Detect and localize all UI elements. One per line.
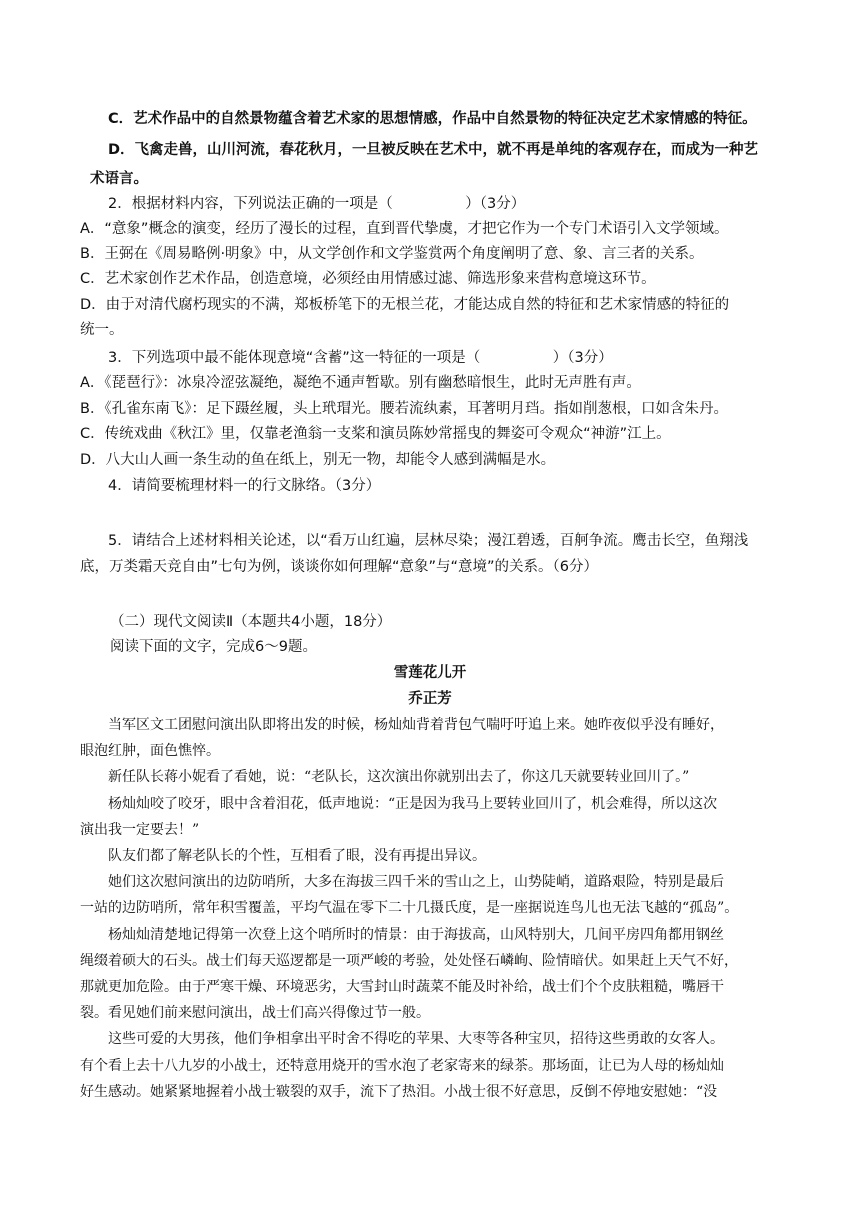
q3-option-d: D．八大山人画一条生动的鱼在纸上，别无一物，却能令人感到满幅是水。	[80, 452, 556, 468]
q2-option-d-line2: 统一。	[80, 322, 124, 338]
q1-option-c: C．艺术作品中的自然景物蕴含着艺术家的思想情感，作品中自然景物的特征决定艺术家情感的特征。	[108, 111, 757, 127]
article-line: 这些可爱的大男孩，他们争相拿出平时舍不得吃的苹果、大枣等各种宝贝，招待这些勇敢的女客人。	[108, 1031, 724, 1048]
article-line: 一站的边防哨所，常年积雪覆盖，平均气温在零下二十几摄氏度，是一座据说连鸟儿也无法飞越的“孤岛”。	[80, 900, 739, 917]
section-heading: （二）现代文阅读Ⅱ（本题共4小题，18分）	[110, 614, 392, 630]
q1-option-d-line2: 术语言。	[90, 171, 148, 187]
q5-line1: 5．请结合上述材料相关论述，以“看万山红遍，层林尽染；漫江碧透，百舸争流。鹰击长空，鱼翔浅	[108, 533, 749, 549]
article-line: 演出我一定要去！”	[80, 821, 200, 838]
article-line: 绳缀着硕大的石头。战士们每天巡逻都是一项严峻的考验，处处怪石嶙峋、险情暗伏。如果赶上天气不好，	[80, 952, 738, 969]
article-line: 队友们都了解老队长的个性，互相看了眼，没有再提出异议。	[108, 848, 486, 864]
q2-option-c: C．艺术家创作艺术作品，创造意境，必须经由用情感过滤、筛选形象来营构意境这环节。	[80, 271, 656, 287]
q3-option-a: A．《琵琶行》：冰泉冷涩弦凝绝，凝绝不通声暂歇。别有幽愁暗恨生，此时无声胜有声。	[80, 375, 641, 391]
article-line: 好生感动。她紧紧地握着小战士皲裂的双手，流下了热泪。小战士很不好意思，反倒不停地安慰她：“没	[80, 1083, 718, 1100]
q2-option-b: B．王弼在《周易略例·明象》中，从文学创作和文学鉴赏两个角度阐明了意、象、言三者的关系。	[80, 246, 704, 262]
article-title: 雪莲花儿开	[393, 664, 467, 681]
q2-option-d-line1: D．由于对清代腐朽现实的不满，郑板桥笔下的无根兰花，才能达成自然的特征和艺术家情感的特征的	[80, 297, 730, 313]
article-line: 有个看上去十八九岁的小战士，还特意用烧开的雪水泡了老家寄来的绿茶。那场面，让已为人母的杨灿灿	[80, 1057, 724, 1074]
q3-option-b: B．《孔雀东南飞》：足下蹑丝履，头上玳瑁光。腰若流纨素，耳著明月珰。指如削葱根，口如含朱丹。	[80, 401, 728, 417]
q5-line2: 底，万类霜天竞自由”七句为例，谈谈你如何理解“意象”与“意境”的关系。（6分）	[80, 559, 599, 575]
article-line: 杨灿灿咬了咬牙，眼中含着泪花，低声地说：“正是因为我马上要转业回川了，机会难得，所以这次	[108, 795, 718, 812]
article-line: 裂。看见她们前来慰问演出，战士们高兴得像过节一般。	[80, 1005, 430, 1022]
q1-option-d-line1: D．飞禽走兽，山川河流，春花秋月，一旦被反映在艺术中，就不再是单纯的客观存在，而成为一种艺	[108, 142, 759, 158]
q3-stem: 3．下列选项中最不能体现意境“含蓄”这一特征的一项是（ ）（3分）	[108, 350, 613, 366]
article-line: 杨灿灿清楚地记得第一次登上这个哨所时的情景：由于海拔高，山风特别大，几间平房四角都用钢丝	[108, 926, 724, 943]
article-line: 眼泡红肿，面色憔悴。	[80, 743, 220, 760]
q3-option-c: C．传统戏曲《秋江》里，仅靠老渔翁一支桨和演员陈妙常摇曳的舞姿可令观众“神游”江上。	[80, 426, 671, 442]
q4-stem: 4．请简要梳理材料一的行文脉络。（3分）	[108, 478, 381, 494]
section-instruction: 阅读下面的文字，完成6～9题。	[110, 639, 317, 655]
article-line: 新任队长蒋小妮看了看她，说：“老队长，这次演出你就别出去了，你这几天就要转业回川了。”	[108, 769, 690, 786]
article-line: 她们这次慰问演出的边防哨所，大多在海拔三四千米的雪山之上，山势陡峭，道路艰险，特别是最后	[108, 874, 724, 891]
article-line: 当军区文工团慰问演出队即将出发的时候，杨灿灿背着背包气喘吁吁追上来。她昨夜似乎没有睡好，	[108, 717, 724, 733]
q2-stem: 2．根据材料内容，下列说法正确的一项是（ ）（3分）	[108, 196, 526, 212]
q2-option-a: A．“意象”概念的演变，经历了漫长的过程，直到晋代挚虞，才把它作为一个专门术语引入文学领域。	[80, 221, 729, 237]
article-author: 乔正芳	[408, 690, 452, 707]
article-line: 那就更加危险。由于严寒干燥、环境恶劣，大雪封山时蔬菜不能及时补给，战士们个个皮肤粗糙，嘴唇干	[80, 979, 724, 995]
